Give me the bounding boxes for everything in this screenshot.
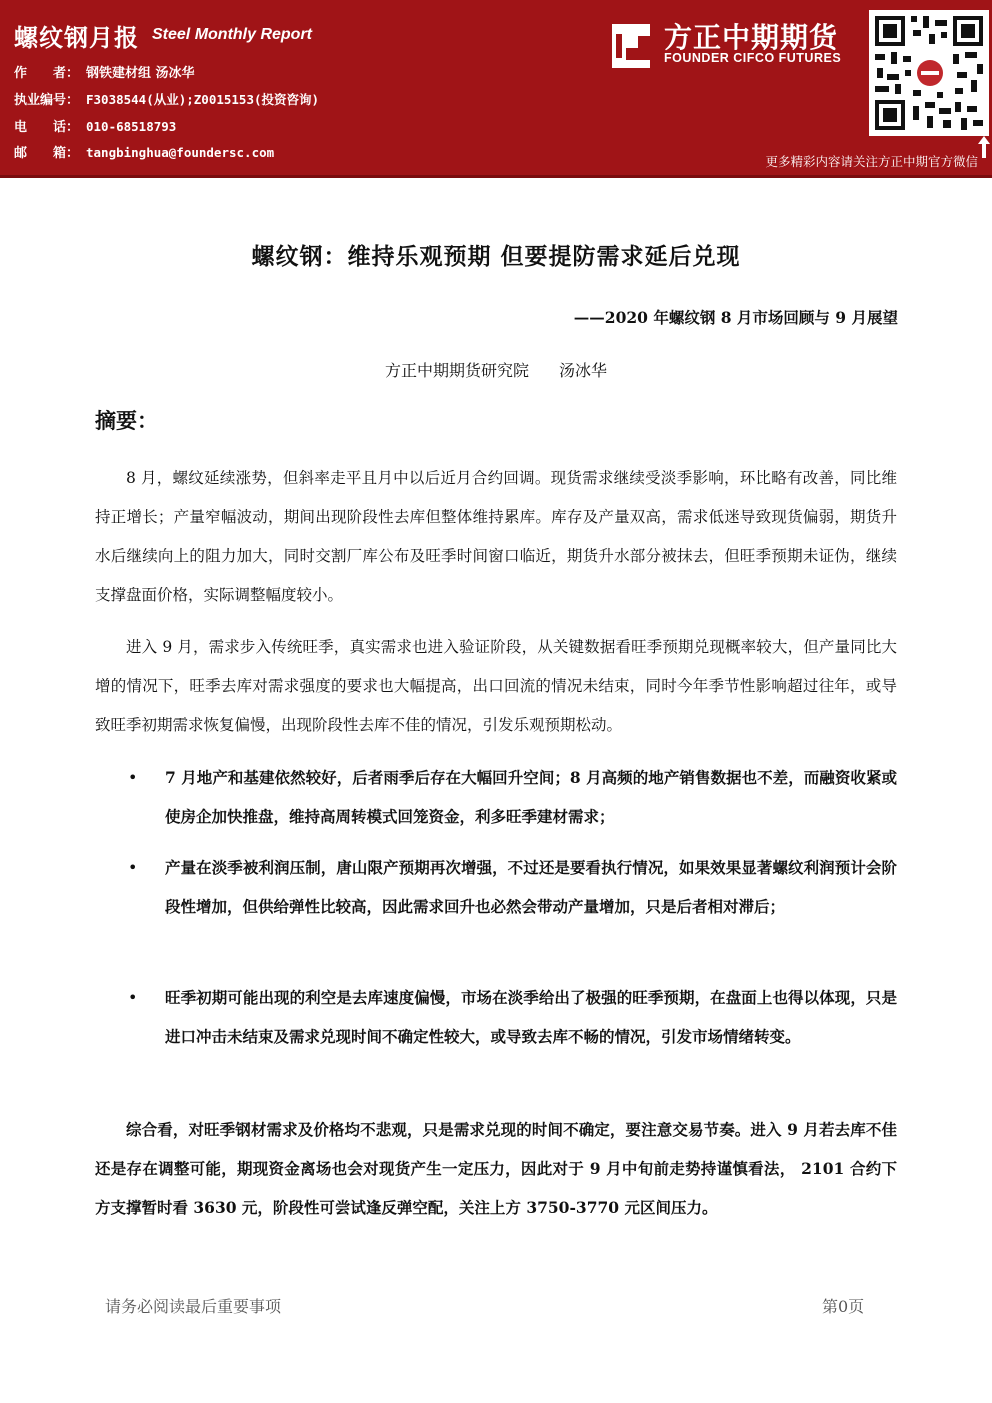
- report-header-banner: [0, 0, 992, 175]
- license-value: F3038544(从业);Z0015153(投资咨询): [86, 92, 320, 107]
- report-title: 螺纹钢月报: [14, 24, 139, 52]
- author-line: [14, 62, 195, 81]
- page-number: 第0页: [822, 1297, 865, 1316]
- document-byline: [0, 358, 992, 381]
- document-subtitle: ——2020 年螺纹钢 8 月市场回顾与 9 月展望: [573, 308, 898, 327]
- email-key: 邮 箱：: [14, 146, 80, 161]
- license-key: 执业编号：: [14, 93, 80, 108]
- phone-key: 电 话：: [14, 120, 80, 135]
- abstract-paragraph-1: 8 月，螺纹延续涨势，但斜率走平且月中以后近月合约回调。现货需求继续受淡季影响，环比略有改善，同比维持正增长；产量窄幅波动，期间出现阶段性去库但整体维持累库。库存及产量双高，需求低迷导致现货偏弱，期货升水后继续向上的阻力加大，同时交割厂库公布及旺季时间窗口临近，期货升水部分被抹去，但旺季预期未证伪，继续支撑盘面价格，实际调整幅度较小。: [95, 469, 897, 604]
- report-title-en: Steel Monthly Report: [152, 26, 313, 43]
- phone-line: [14, 116, 176, 135]
- bullet-marker: •: [128, 988, 138, 1007]
- abstract-paragraph-2: 进入 9 月，需求步入传统旺季，真实需求也进入验证阶段，从关键数据看旺季预期兑现概率较大，但产量同比大增的情况下，旺季去库对需求强度的要求也大幅提高，出口回流的情况未结束，同时今年季节性影响超过往年，或导致旺季初期需求恢复偏慢，出现阶段性去库不佳的情况，引发乐观预期松动。: [95, 638, 897, 734]
- bullet-item-1: 7 月地产和基建依然较好，后者雨季后存在大幅回升空间；8 月高频的地产销售数据也不差，而融资收紧或使房企加快推盘，维持高周转模式回笼资金，利多旺季建材需求；: [165, 768, 897, 826]
- wechat-follow-note: 更多精彩内容请关注方正中期官方微信: [765, 154, 978, 169]
- author-value: 钢铁建材组 汤冰华: [86, 66, 195, 81]
- email-value[interactable]: tangbinghua@foundersc.com: [86, 145, 275, 160]
- bullet-item-2: 产量在淡季被利润压制，唐山限产预期再次增强，不过还是要看执行情况，如果效果显著螺纹利润预计会阶段性增加，但供给弹性比较高，因此需求回升也必然会带动产量增加，只是后者相对滞后；: [165, 858, 897, 916]
- institute-name: 方正中期期货研究院: [384, 361, 529, 380]
- email-line: [14, 142, 274, 161]
- header-divider: [0, 175, 992, 178]
- author-key: 作 者：: [14, 66, 80, 81]
- logo-text-en: FOUNDER CIFCO FUTURES: [664, 51, 842, 65]
- abstract-heading: 摘要：: [95, 409, 158, 433]
- wechat-qr-code-icon[interactable]: [869, 10, 989, 136]
- bullet-item-3: 旺季初期可能出现的利空是去库速度偏慢，市场在淡季给出了极强的旺季预期，在盘面上也得以体现，只是进口冲击未结束及需求兑现时间不确定性较大，或导致去库不畅的情况，引发市场情绪转变。: [165, 988, 897, 1046]
- conclusion-paragraph: 综合看，对旺季钢材需求及价格均不悲观，只是需求兑现的时间不确定，要注意交易节奏。进入 9 月若去库不佳还是存在调整可能，期现资金离场也会对现货产生一定压力，因此对于 9 月中旬前走势持谨慎看法， 2101 合约下方支撑暂时看 3630 元，阶段性可尝试逢反弹空配，关注上方 3750-3770 元区间压力。: [95, 1120, 897, 1217]
- document-title: 螺纹钢：维持乐观预期 但要提防需求延后兑现: [251, 244, 741, 270]
- logo-mark-icon: [606, 20, 656, 70]
- bullet-marker: •: [128, 768, 138, 787]
- phone-value: 010-68518793: [86, 119, 177, 134]
- bullet-marker: •: [128, 858, 138, 877]
- author-name: 汤冰华: [559, 361, 608, 380]
- company-logo: [606, 18, 856, 70]
- arrow-up-icon: [978, 136, 990, 158]
- footer-notice: 请务必阅读最后重要事项: [105, 1297, 282, 1316]
- license-line: [14, 89, 319, 108]
- logo-text-cn: 方正中期期货: [664, 21, 839, 54]
